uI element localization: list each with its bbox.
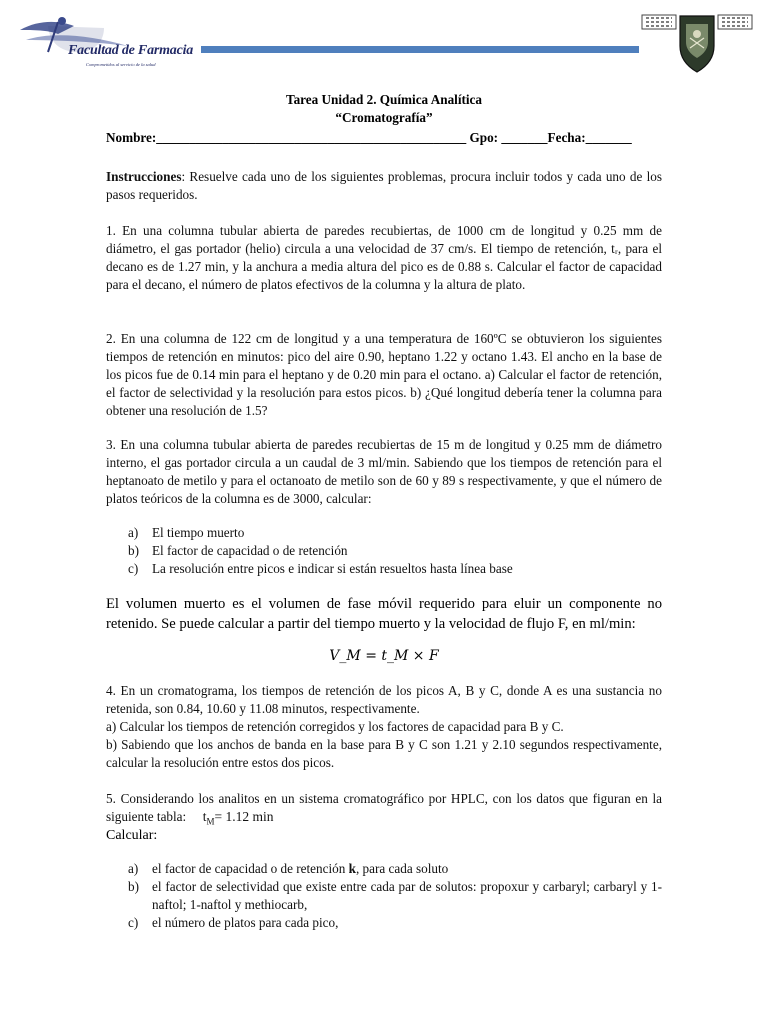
problem-4-statement: 4. En un cromatograma, los tiempos de retención de los picos A, B y C, donde A es una sustancia no retenida, son 0.84, 10.60 y 11.08 minutos, respectivamente. <box>106 683 662 716</box>
shield-icon <box>640 12 754 74</box>
mortar-pestle-icon <box>18 12 218 68</box>
problem-1: 1. En una columna tubular abierta de paredes recubiertas, de 1000 cm de longitud y 0.25 mm de diámetro, el gas portador (helio) circula a una velocidad de 37 cm/s. El tiempo de retención, tᵣ, para el decano es de 1.27 min, y la anchura a media altura del pico es de 0.88 s. Calcular el factor de capacidad para el decano, el número de platos efectivos de la columna y la altura de plato. <box>106 223 662 292</box>
logo-title: Facultad de Farmacia <box>68 43 194 58</box>
assignment-title: Tarea Unidad 2. Química Analítica <box>285 92 482 107</box>
list-item: a) El tiempo muerto <box>128 525 245 540</box>
list-item: c) La resolución entre picos e indicar si están resueltos hasta línea base <box>128 561 513 576</box>
problem-5: 5. Considerando los analitos en un sistema cromatográfico por HPLC, con los datos que figuran en la siguiente tabla: $t_M= 1.12$ min <box>106 791 662 827</box>
problem-5-list <box>106 860 662 932</box>
problem-2: 2. En una columna de 122 cm de longitud y a una temperatura de 160ºC se obtuvieron los siguientes tiempos de retención en minutos: pico del aire 0.90, heptano 1.22 y octano 1.43. El ancho en la base de los picos fue de 0.14 min para el heptano y de 0.20 min para el octano. a) Calcular el factor de retención, el factor de selectividad y la resolución para estos picos. b) ¿Qué longitud debería tener la columna para obtener una resolución de 1.5? <box>106 331 662 418</box>
university-emblem <box>640 12 754 74</box>
list-item: b) el factor de selectividad que existe entre cada par de solutos: propoxur y carbaryl; carbaryl y 1-naftol; 1-naftol y methiocarb, <box>128 879 662 912</box>
dead-volume-formula <box>106 648 662 664</box>
problem-4 <box>106 682 662 772</box>
problem-4-part-a: a) Calcular los tiempos de retención corregidos y los factores de capacidad para B y C. <box>106 719 564 734</box>
dead-volume-note: El volumen muerto es el volumen de fase móvil requerido para eluir un componente no retenido. Se puede calcular a partir del tiempo muerto y la velocidad de flujo F, en ml/min: <box>106 596 662 632</box>
faculty-logo <box>18 12 218 68</box>
instructions-text: : Resuelve cada uno de los siguientes problemas, procura incluir todos y cada uno de los pasos requeridos. <box>106 169 662 202</box>
problem-3: 3. En una columna tubular abierta de paredes recubiertas de 15 m de longitud y 0.25 mm de diámetro interno, el gas portador circula a un caudal de 3 ml/min. Sabiendo que los tiempos de retención para el heptanoato de metilo y para el octanoato de metilo son de 60 y 89 s respectivamente, y que el número de platos teóricos de la columna es de 3000, calcular: <box>106 437 662 506</box>
header-accent-bar <box>201 46 639 53</box>
problem-3-list <box>106 524 662 578</box>
calcular-label: Calcular: <box>106 828 158 843</box>
instructions-label: Instrucciones <box>106 169 182 184</box>
assignment-subtitle: “Cromatografía” <box>335 110 433 125</box>
list-item: b) El factor de capacidad o de retención <box>128 543 348 558</box>
dead-time-value: = 1.12 min <box>214 809 274 824</box>
name-group-date-line: Nombre:_______________________________________________ Gpo: _______Fecha:_______ <box>106 130 632 145</box>
problem-4-part-b: b) Sabiendo que los anchos de banda en la base para B y C son 1.21 y 2.10 segundos respectivamente, calcular la resolución entre estos dos picos. <box>106 737 662 770</box>
list-item: a) el factor de capacidad o de retención k, para cada soluto <box>128 861 449 876</box>
problem-5-statement: 5. Considerando los analitos en un sistema cromatográfico por HPLC, con los datos que figuran en la siguiente tabla: <box>106 791 662 824</box>
instructions-paragraph <box>106 168 662 204</box>
logo-tagline: Comprometidos al servicio de la salud <box>86 62 156 67</box>
list-item: c) el número de platos para cada pico, <box>128 915 339 930</box>
formula-text: V_M = t_M × F <box>329 648 439 664</box>
